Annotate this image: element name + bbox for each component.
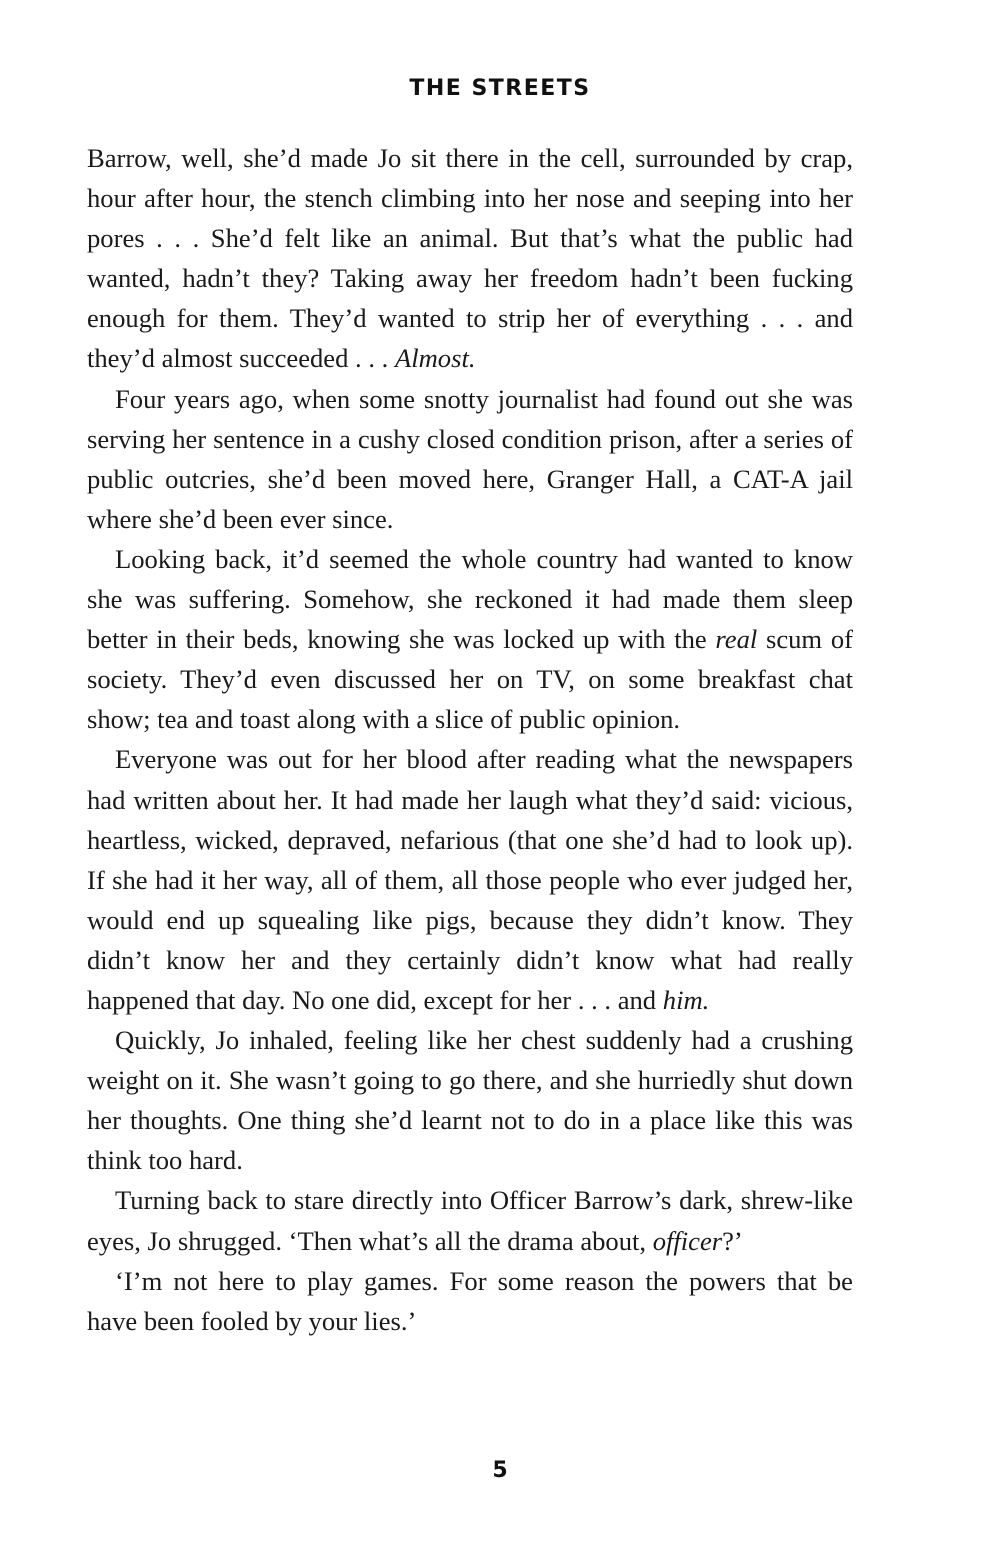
text-run: Looking back, it’d seemed the whole country had wanted to know she was suffering. Somehow, she reckoned it had made them sleep better in their beds, knowing she was locked up with the [87,543,853,655]
italic-text: him. [662,984,710,1015]
text-run: Everyone was out for her blood after reading what the newspapers had written about her. It had made her laugh what they’d said: vicious, heartless, wicked, depraved, nefarious (that one she’d had to look up). If she had it her way, all of them, all those people who ever judged her, would end up squealing like pigs, because they didn’t know. They didn’t know her and they certainly didn’t know what had really happened that day. No one did, except for her . . . and [87,744,853,1015]
paragraph [87,1020,853,1180]
running-header: THE STREETS [409,76,591,101]
text-run: Quickly, Jo inhaled, feeling like her chest suddenly had a crushing weight on it. She wasn’t going to go there, and she hurriedly shut down her thoughts. One thing she’d learnt not to do in a place like this was think too hard. [87,1025,853,1176]
text-run: ‘I’m not here to play games. For some reason the powers that be have been fooled by your lies.’ [87,1265,853,1336]
body-text [87,138,853,1341]
paragraph [87,1180,853,1260]
text-run: Barrow, well, she’d made Jo sit there in the cell, surrounded by crap, hour after hour, the stench climbing into her nose and seeping into her pores . . . She’d felt like an animal. But that’s what the public had wanted, hadn’t they? Taking away her freedom hadn’t been fucking enough for them. They’d wanted to strip her of everything . . . and they’d almost succeeded . . . [87,143,853,374]
paragraph [87,739,853,1020]
italic-text: real [715,624,758,655]
italic-text: officer [652,1225,723,1256]
paragraph [87,379,853,539]
text-run: scum of society. They’d even discussed her on TV, on some breakfast chat show; tea and toast along with a slice of public opinion. [87,624,853,735]
paragraph [87,138,853,379]
text-run: Turning back to stare directly into Officer Barrow’s dark, shrew-like eyes, Jo shrugged. ‘Then what’s all the drama about, [87,1185,853,1256]
page-number: 5 [492,1458,508,1483]
text-run: Four years ago, when some snotty journalist had found out she was serving her sentence in a cushy closed condition prison, after a series of public outcries, she’d been moved here, Granger Hall, a CAT-A jail where she’d been ever since. [87,383,853,534]
italic-text: Almost. [394,343,476,374]
paragraph [87,1261,853,1341]
paragraph [87,539,853,739]
text-run: ?’ [722,1225,743,1256]
